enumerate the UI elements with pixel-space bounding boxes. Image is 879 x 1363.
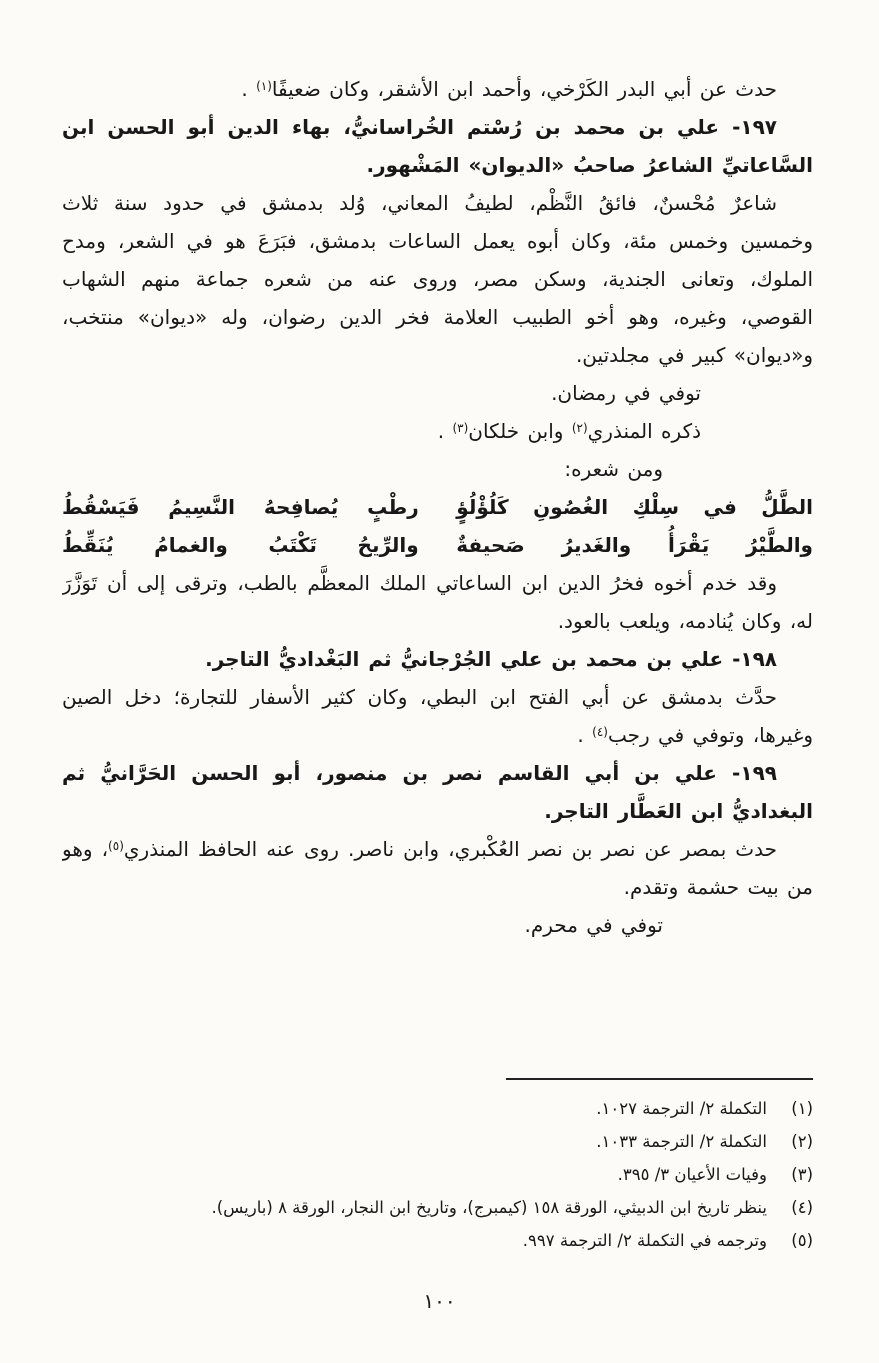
footnote-item — [38, 1092, 813, 1125]
entry-198-heading: ١٩٨- علي بن محمد بن علي الجُرْجانيُّ ثم البَغْداديُّ التاجر. — [205, 647, 777, 671]
footnote-ref-1: (١) — [256, 79, 272, 93]
page-number: ١٠٠ — [423, 1289, 456, 1313]
footnote-ref-3: (٣) — [452, 421, 469, 435]
text-run: . — [241, 77, 257, 101]
text-run: حدث عن أبي البدر الكَرْخي، وأحمد ابن الأشقر، وكان ضعيفًا — [271, 77, 777, 101]
footnote-ref-2: (٢) — [571, 421, 588, 435]
entry-199-death-line: توفي في محرم. — [524, 913, 663, 937]
footnote-area — [38, 1078, 813, 1257]
text-run: حدث بمصر عن نصر بن نصر العُكْبري، وابن ناصر. روى عنه الحافظ المنذري — [123, 837, 777, 861]
text-run: حدَّث بدمشق عن أبي الفتح ابن البطي، وكان كثير الأسفار للتجارة؛ دخل الصين وغيرها، وتوفي في رجب — [62, 685, 813, 747]
entry-197-bio: شاعرٌ مُحْسنٌ، فائقُ النَّظْم، لطيفُ المعاني، وُلد بدمشق في حدود سنة ثلاث وخمسين وخمس مئة، وكان أبوه يعمل الساعات بدمشق، فبَرَعَ هو في الشعر، ومدح الملوك، وتعانى الجندية، وسكن مصر، وروى عنه من شعره جماعة منهم الشهاب القوصي، وغيره، وهو أخو الطبيب العلامة فخر الدين رضوان، وله «ديوان» منتخب، و«ديوان» كبير في مجلدتين. — [62, 191, 813, 367]
footnote-item — [38, 1125, 813, 1158]
text-run: ، وهو من بيت حشمة وتقدم. — [62, 837, 813, 899]
footnote-number: (٤) — [791, 1198, 813, 1217]
footnote-item — [38, 1158, 813, 1191]
footnote-text: التكملة ٢/ الترجمة ١٠٣٣. — [596, 1132, 767, 1151]
footnote-list — [38, 1092, 813, 1257]
opening-line — [62, 70, 813, 108]
hemistich-first: الطَّلُّ في سِلْكِ الغُصُونِ كَلُؤْلُؤٍ — [456, 495, 813, 519]
footnote-text: التكملة ٢/ الترجمة ١٠٢٧. — [596, 1099, 767, 1118]
footnote-ref-5: (٥) — [108, 839, 124, 853]
footnote-text: ينظر تاريخ ابن الدبيثي، الورقة ١٥٨ (كيمبرج)، وتاريخ ابن النجار، الورقة ٨ (باريس). — [211, 1198, 767, 1217]
footnote-number: (٥) — [791, 1231, 813, 1250]
entry-198-bio — [62, 678, 813, 754]
footnote-text: وفيات الأعيان ٣/ ٣٩٥. — [617, 1165, 767, 1184]
text-run: ذكره المنذري — [587, 419, 701, 443]
hemistich-second: رطْبٍ يُصافِحهُ النَّسِيمُ فَيَسْقُطُ — [62, 495, 419, 519]
footnote-item — [38, 1191, 813, 1224]
footnote-separator — [506, 1078, 813, 1080]
poetry-intro-line: ومن شعره: — [564, 457, 663, 481]
footnote-number: (١) — [791, 1099, 813, 1118]
entry-197-closing: وقد خدم أخوه فخرُ الدين ابن الساعاتي الملك المعظَّم بالطب، وترقى إلى أن تَوَزَّرَ له، وكان يُنادمه، ويلعب بالعود. — [62, 571, 813, 633]
footnote-number: (٢) — [791, 1132, 813, 1151]
entry-197-death-line: توفي في رمضان. — [551, 381, 701, 405]
entry-199-bio — [62, 830, 813, 906]
footnote-item — [38, 1224, 813, 1257]
footnote-text: وترجمه في التكملة ٢/ الترجمة ٩٩٧. — [522, 1231, 767, 1250]
footnote-ref-4: (٤) — [592, 725, 608, 739]
text-run: وابن خلكان — [468, 419, 572, 443]
text-run: . — [577, 723, 593, 747]
entry-199-heading: ١٩٩- علي بن أبي القاسم نصر بن منصور، أبو الحسن الحَرَّانيُّ ثم البغداديُّ ابن العَطَّار التاجر. — [62, 761, 813, 823]
footnote-number: (٣) — [791, 1165, 813, 1184]
verse-line — [62, 526, 813, 564]
page-body — [62, 70, 813, 1080]
entry-197-mention-line — [62, 412, 813, 450]
verse-line — [62, 488, 813, 526]
entry-197-heading: ١٩٧- علي بن محمد بن رُسْتم الخُراسانيُّ، بهاء الدين أبو الحسن ابن السَّاعاتيِّ الشاعرُ صاحبُ «الديوان» المَشْهور. — [62, 115, 813, 177]
hemistich-first: والطَّيْرُ يَقْرَأُ والغَديرُ صَحيفةٌ — [456, 533, 813, 557]
hemistich-second: والرِّيحُ تَكْتَبُ والغمامُ يُنَقِّطُ — [62, 533, 419, 557]
text-run: . — [437, 419, 453, 443]
